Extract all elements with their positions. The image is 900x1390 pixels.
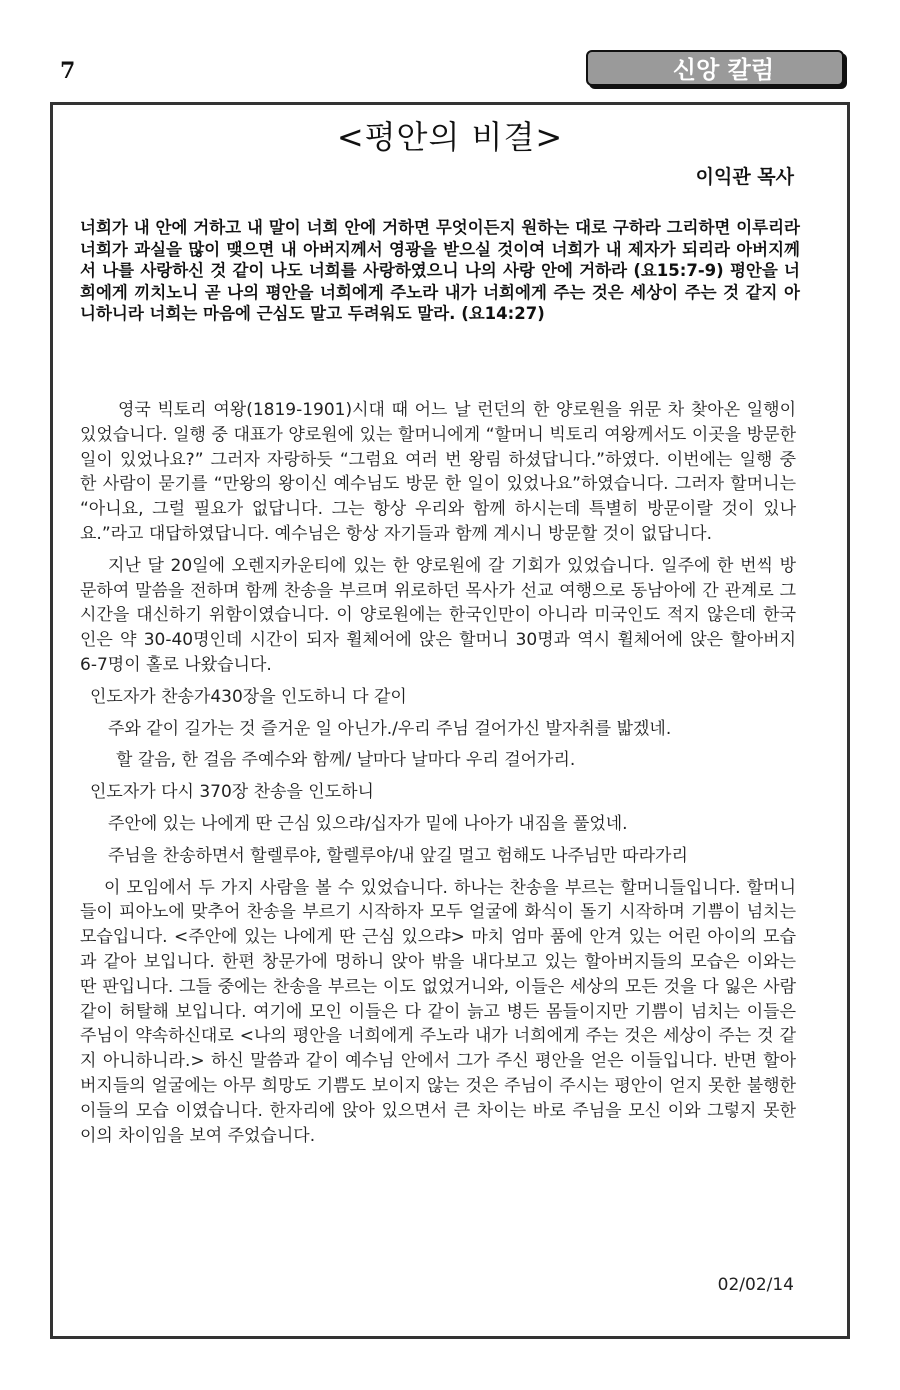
paragraph-2: 지난 달 20일에 오렌지카운티에 있는 한 양로원에 갈 기회가 있었습니다. 일주에 한 번씩 방문하여 말씀을 전하며 함께 찬송을 부르며 위로하던 목사가 선교 여행으로 동남아에 간 관계로 그 시간을 대신하기 위함이였습니다. 이 양로원에는 한국인만이 아니라 미국인도 적지 않은데 한국인은 약 30-40명인데 시간이 되자 휠체어에 앉은 할머니 30명과 역시 휠체어에 앉은 할아버지 6-7명이 홀로 나왔습니다. [80, 555, 796, 675]
hymn-1-line-1: 주와 같이 길가는 것 즐거운 일 아닌가./우리 주님 걸어가신 발자취를 밟겠네. [108, 718, 672, 739]
page-number: 7 [60, 58, 76, 84]
scripture-quote: 너희가 내 안에 거하고 내 말이 너희 안에 거하면 무엇이든지 원하는 대로 구하라 그리하면 이루리라 너희가 과실을 많이 맺으면 내 아버지께서 영광을 받으실 것이여 너희가 내 제자가 되리라 아버지께서 나를 사랑하신 것 같이 나도 너희를 사랑하였으니 나의 사랑 안에 거하라 (요15:7-9) 평안을 너희에게 끼치노니 곧 나의 평안을 너희에게 주노라 내가 너희에게 주는 것은 세상이 주는 것 같지 아니하니라 너희는 마음에 근심도 말고 두려워도 말라. (요14:27) [80, 218, 800, 324]
article-title: <평안의 비결> [336, 118, 564, 156]
article-date: 02/02/14 [717, 1275, 794, 1295]
article-author: 이익관 목사 [695, 166, 794, 188]
hymn-2-line-2: 주님을 찬송하면서 할렐루야, 할렐루야/내 앞길 멀고 험해도 나주님만 따라가리 [108, 845, 688, 866]
hymn-1-intro: 인도자가 찬송가430장을 인도하니 다 같이 [90, 686, 407, 707]
hymn-2-intro: 인도자가 다시 370장 찬송을 인도하니 [90, 782, 374, 803]
article-body [80, 398, 796, 1155]
hymn-1-line-2: 할 갈음, 한 걸음 주예수와 함께/ 날마다 날마다 우리 걸어가리. [116, 750, 576, 771]
paragraph-1: 영국 빅토리 여왕(1819-1901)시대 때 어느 날 런던의 한 양로원을 위문 차 찾아온 일행이 있었습니다. 일행 중 대표가 양로원에 있는 할머니에게 “할머니 빅토리 여왕께서도 이곳을 방문한 일이 있었나요?” 그러자 자랑하듯 “그럼요 여러 번 왕림 하셨답니다.”하였다. 이번에는 일행 중 한 사람이 묻기를 “만왕의 왕이신 예수님도 방문 한 일이 있었나요”하였습니다. 그러자 할머니는 “아니요, 그럴 필요가 없답니다. 그는 항상 우리와 함께 하시는데 특별히 방문이랄 것이 있나요.”라고 대답하였답니다. 예수님은 항상 자기들과 함께 계시니 방문할 것이 없답니다. [80, 400, 796, 544]
paragraph-3: 이 모임에서 두 가지 사람을 볼 수 있었습니다. 하나는 찬송을 부르는 할머니들입니다. 할머니들이 피아노에 맞추어 찬송을 부르기 시작하자 모두 얼굴에 화식이 돌기 시작하며 기쁨이 넘치는 모습입니다. <주안에 있는 나에게 딴 근심 있으랴> 마치 엄마 품에 안겨 있는 어린 아이의 모습과 같아 보입니다. 한편 창문가에 멍하니 앉아 밖을 내다보고 있는 할아버지들의 모습은 이와는 딴 판입니다. 그들 중에는 찬송을 부르는 이도 없었거니와, 이들은 세상의 모든 것을 다 잃은 사람 같이 허탈해 보입니다. 여기에 모인 이들은 다 같이 늙고 병든 몸들이지만 기쁨이 넘치는 이들은 주님이 약속하신대로 <나의 평안을 너희에게 주노라 내가 너희에게 주는 것은 세상이 주는 것 같지 아니하니라.> 하신 말씀과 같이 예수님 안에서 그가 주신 평안을 얻은 이들입니다. 반면 할아버지들의 얼굴에는 아무 희망도 기쁨도 보이지 않는 것은 주님이 주시는 평안이 얻지 못한 불행한 이들의 모습 이였습니다. 한자리에 앉아 있으면서 큰 차이는 바로 주님을 모신 이와 그렇지 못한 이의 차이임을 보여 주었습니다. [80, 877, 796, 1146]
section-label: 신앙 칼럼 [586, 50, 844, 86]
hymn-2-line-1: 주안에 있는 나에게 딴 근심 있으랴/십자가 밑에 나아가 내짐을 풀었네. [108, 813, 628, 834]
